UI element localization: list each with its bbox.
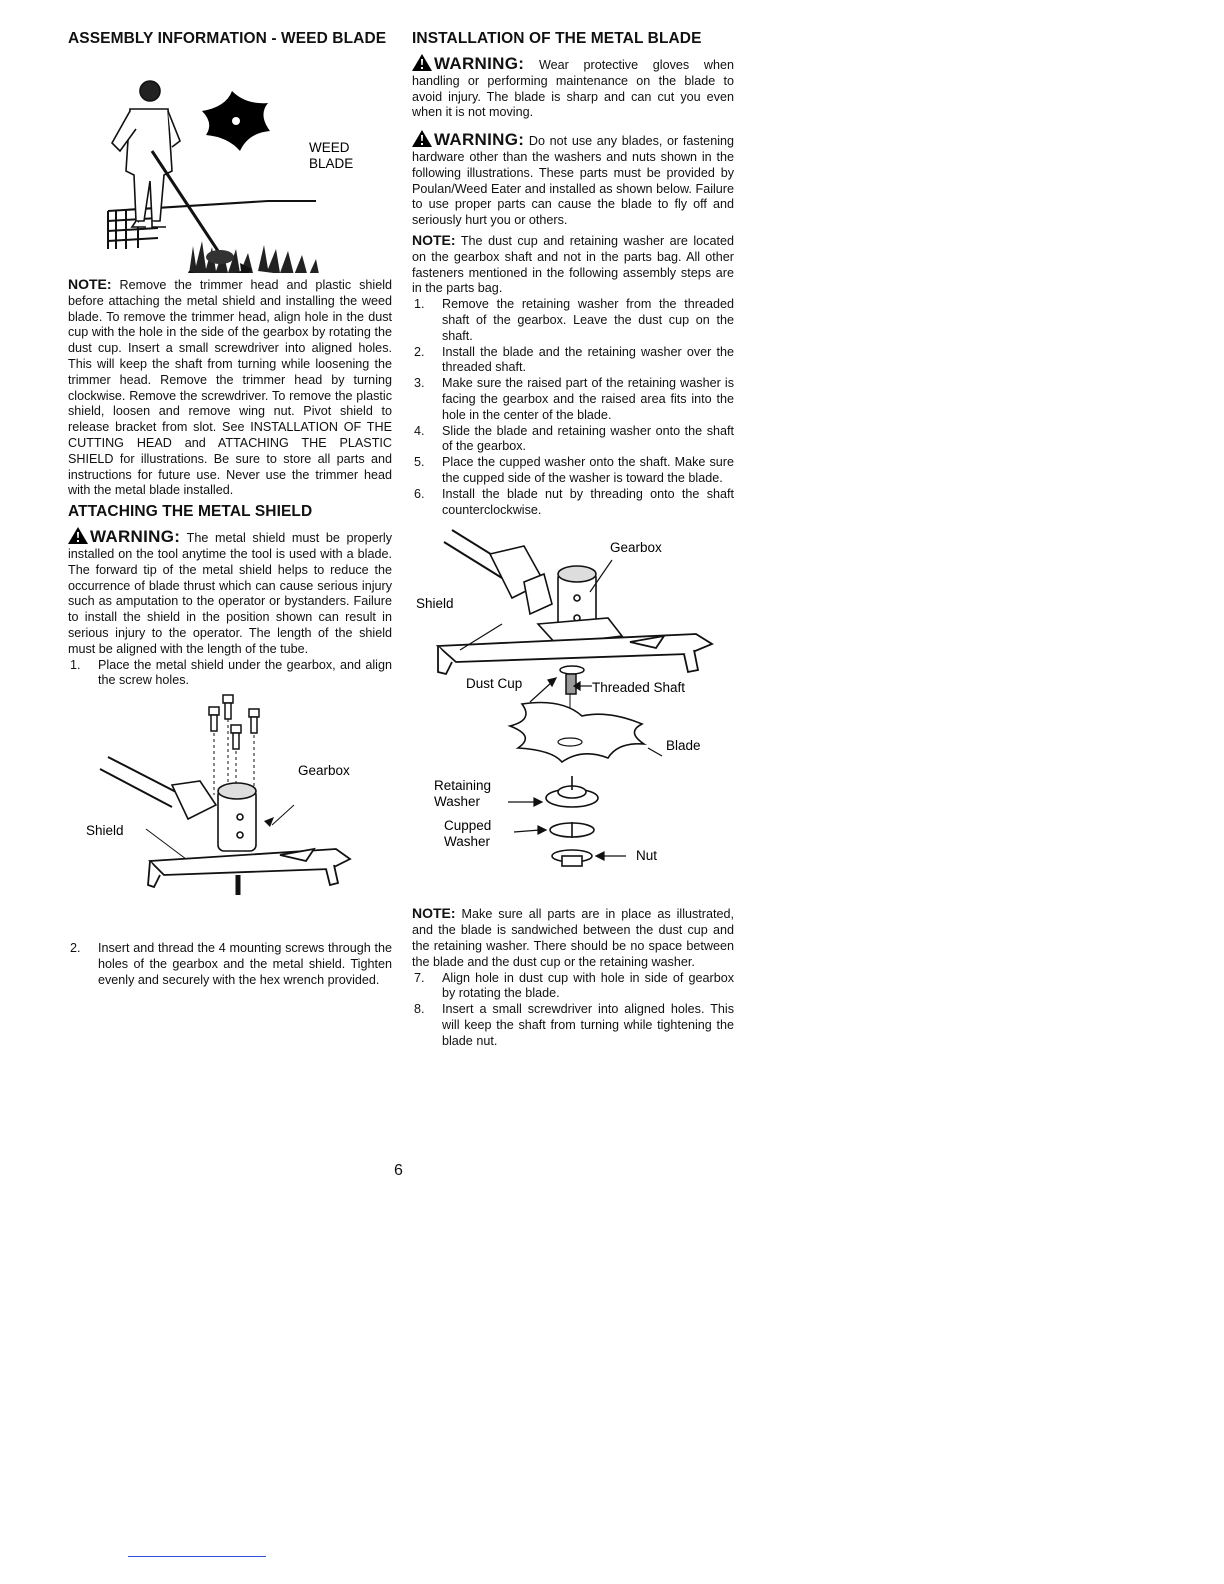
warning-triangle-icon	[412, 54, 432, 71]
warning-triangle-icon	[68, 527, 88, 544]
fig3-cupped-label: Cupped	[444, 818, 492, 834]
list-item: 6. Install the blade nut by threading onto the shaft counterclockwise.	[414, 486, 734, 517]
list-item: 8. Insert a small screwdriver into aligned holes. This will keep the shaft from turning while tightening the blade nut.	[414, 1002, 734, 1048]
shield-warning	[68, 527, 392, 657]
list-item: 1. Place the metal shield under the gearbox, and align the screw holes.	[70, 657, 392, 688]
steps-list-a	[68, 658, 392, 690]
footer-rule	[128, 1556, 266, 1557]
dust-cup-note: NOTE: The dust cup and retaining washer are located on the gearbox shaft and not in the parts bag. All other fasteners mentioned in the following assembly steps are in the parts bag.	[412, 231, 734, 296]
weed-label-line2: BLADE	[309, 156, 354, 171]
list-item: 1. Remove the retaining washer from the threaded shaft of the gearbox. Leave the dust cup on the shaft.	[414, 297, 734, 343]
fig3-retaining-label: Retaining	[434, 778, 492, 794]
sandwich-note: NOTE: Make sure all parts are in place as illustrated, and the blade is sandwiched between the dust cup and the retaining washer. There should be no space between the blade and the dust cup or the retaining washer.	[412, 905, 735, 969]
gloves-warning: WARNING: Wear protective gloves when handling or performing maintenance on the blade to avoid injury. The blade is sharp and can cut you even when it is not moving.	[412, 54, 735, 120]
note-paragraph	[68, 277, 392, 499]
fig3-gearbox-label: Gearbox	[610, 540, 662, 556]
fig3-dust-cup-label: Dust Cup	[466, 676, 523, 692]
fig2-gearbox-label: Gearbox	[298, 763, 350, 779]
list-item: 2. Install the blade and the retaining washer over the threaded shaft.	[414, 344, 734, 375]
page-number: 6	[394, 1162, 403, 1179]
list-item: 4. Slide the blade and retaining washer onto the shaft of the gearbox.	[414, 423, 734, 454]
fig3-washer2-label: Washer	[444, 834, 491, 850]
fig3-washer1-label: Washer	[434, 794, 481, 810]
warning-label: WARNING:	[90, 527, 181, 547]
attaching-shield-title: ATTACHING THE METAL SHIELD	[68, 503, 313, 521]
weed-label-line1: WEED	[309, 140, 350, 155]
steps-list-b	[68, 941, 392, 988]
fig3-shield-label: Shield	[416, 596, 454, 612]
blade-assembly-illustration	[412, 526, 734, 902]
fig3-blade-label: Blade	[666, 738, 701, 754]
list-item: 7. Align hole in dust cup with hole in side of gearbox by rotating the blade.	[414, 970, 734, 1001]
warning-triangle-icon	[412, 130, 432, 147]
section-title-install-blade: INSTALLATION OF THE METAL BLADE	[412, 30, 702, 47]
left-column	[68, 30, 392, 989]
note-label: NOTE:	[68, 276, 112, 292]
list-item: 3. Make sure the raised part of the retaining washer is facing the gearbox and the raised area fits into the hole in the center of the blade.	[414, 376, 734, 422]
metal-shield-illustration	[68, 689, 392, 941]
section-title-weed-blade: ASSEMBLY INFORMATION - WEED BLADE	[68, 30, 387, 47]
fig2-shield-label: Shield	[86, 823, 124, 839]
parts-warning: WARNING: Do not use any blades, or fastening hardware other than the washers and nuts shown in the following illustrations. These parts must be provided by Poulan/Weed Eater and installed as shown below. Failure to use proper parts can cause the blade to fly off and seriously hurt you or others.	[412, 130, 735, 228]
install-steps-1-6	[412, 297, 734, 518]
list-item: 2. Insert and thread the 4 mounting screws through the holes of the gearbox and the metal shield. Tighten evenly and securely with the hex wrench provided.	[70, 941, 392, 987]
install-steps-7-8	[412, 971, 734, 1050]
list-item: 5. Place the cupped washer onto the shaft. Make sure the cupped side of the washer is toward the blade.	[414, 455, 734, 485]
fig3-nut-label: Nut	[636, 848, 658, 864]
right-column	[412, 30, 734, 1049]
fig3-threaded-shaft-label: Threaded Shaft	[592, 680, 686, 696]
weed-blade-illustration	[68, 51, 392, 273]
warning-text: The metal shield must be properly installed on the tool anytime the tool is used with a blade. The forward tip of the metal shield helps to reduce the occurrence of blade thrust which can cause serious injury such as amputation to the operator or bystanders. Failure to install the shield in the position shown can result in serious injury to the operator. The length of the shield must be aligned with the length of the tube.	[68, 531, 392, 656]
note-text: Remove the trimmer head and plastic shield before attaching the metal shield and installing the weed blade. To remove the trimmer head, align hole in the dust cup with the hole in the side of the gearbox by rotating the dust cup. Insert a small screwdriver into aligned holes. This will keep the shaft from turning while loosening the trimmer head. Remove the trimmer head by turning clockwise. Remove the screwdriver. To remove the plastic shield, loosen and remove wing nut. Pivot shield to release bracket from slot. See INSTALLATION OF THE CUTTING HEAD and ATTACHING THE PLASTIC SHIELD for illustrations. Be sure to store all parts and instructions for future use. Never use the trimmer head with the metal blade installed.	[68, 278, 392, 498]
